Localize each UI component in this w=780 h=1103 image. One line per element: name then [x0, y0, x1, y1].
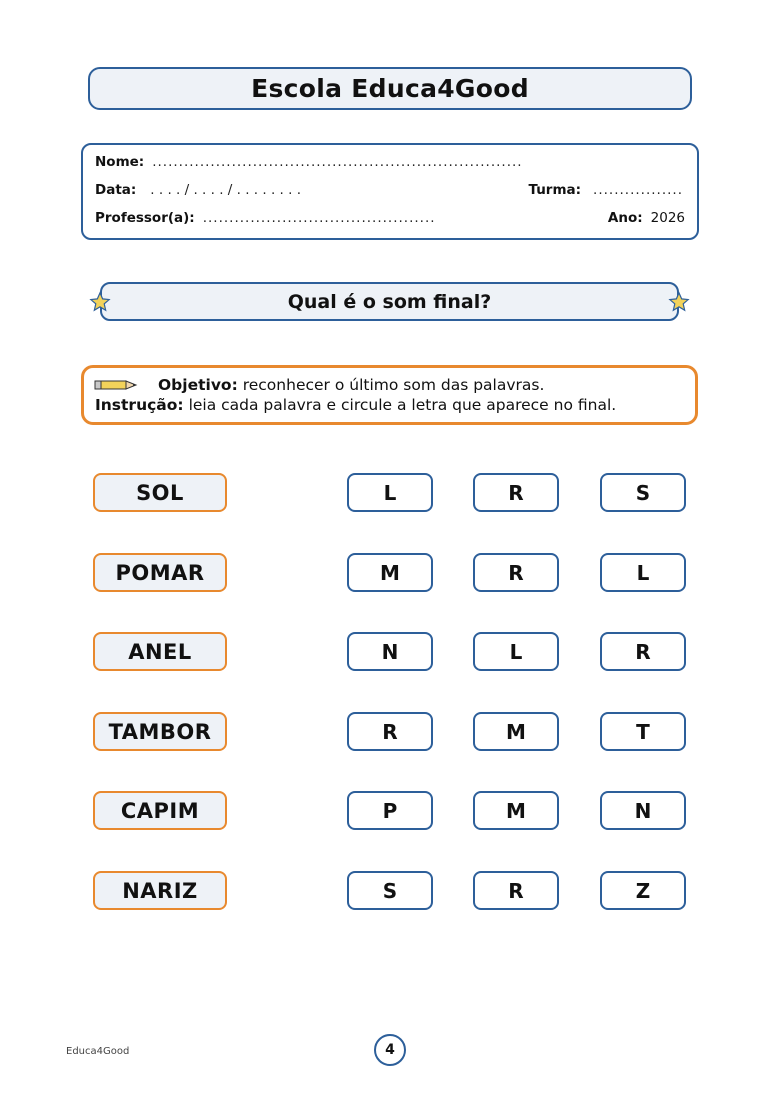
letter-option[interactable]: L [347, 473, 433, 512]
instruction-label: Instrução: [95, 396, 184, 414]
letter-option[interactable]: T [600, 712, 686, 751]
objective-line [158, 376, 544, 394]
pencil-icon [94, 379, 138, 391]
letter-option[interactable]: S [347, 871, 433, 910]
year-row [608, 210, 685, 226]
letter-option[interactable]: R [600, 632, 686, 671]
date-field[interactable]: . . . . / . . . . / . . . . . . . . [150, 182, 301, 198]
school-title: Escola Educa4Good [88, 67, 692, 110]
letter-option[interactable]: R [473, 871, 559, 910]
star-icon [668, 291, 690, 313]
year-label: Ano: [607, 210, 643, 226]
letter-option[interactable]: R [347, 712, 433, 751]
teacher-row [95, 210, 436, 226]
year-value: 2026 [650, 210, 685, 226]
objective-box [81, 365, 698, 425]
letter-option[interactable]: M [473, 712, 559, 751]
word-card: TAMBOR [93, 712, 227, 751]
letter-option[interactable]: N [347, 632, 433, 671]
letter-option[interactable]: N [600, 791, 686, 830]
letter-option[interactable]: R [473, 553, 559, 592]
date-label: Data: [95, 182, 137, 198]
letter-option[interactable]: S [600, 473, 686, 512]
section-title: Qual é o som final? [100, 282, 679, 321]
letter-option[interactable]: M [347, 553, 433, 592]
letter-option[interactable]: P [347, 791, 433, 830]
word-card: ANEL [93, 632, 227, 671]
class-label: Turma: [528, 182, 582, 198]
letter-option[interactable]: L [600, 553, 686, 592]
word-card: POMAR [93, 553, 227, 592]
star-icon [89, 291, 111, 313]
teacher-field[interactable]: ............................................ [202, 210, 436, 226]
letter-option[interactable]: M [473, 791, 559, 830]
name-field[interactable]: ...................................................................... [152, 154, 523, 170]
letter-option[interactable]: L [473, 632, 559, 671]
page-number: 4 [374, 1034, 406, 1066]
word-card: SOL [93, 473, 227, 512]
objective-text: reconhecer o último som das palavras. [242, 376, 545, 394]
instruction-line [95, 396, 616, 414]
class-field[interactable]: ................. [593, 182, 683, 198]
name-row [95, 154, 523, 170]
footer-brand: Educa4Good [66, 1046, 130, 1057]
letter-option[interactable]: R [473, 473, 559, 512]
letter-option[interactable]: Z [600, 871, 686, 910]
date-row [95, 182, 301, 198]
teacher-label: Professor(a): [95, 210, 195, 226]
class-row [528, 182, 683, 198]
instruction-text: leia cada palavra e circule a letra que aparece no final. [188, 396, 617, 414]
student-info-box [81, 143, 699, 240]
word-card: CAPIM [93, 791, 227, 830]
objective-label: Objetivo: [158, 376, 238, 394]
name-label: Nome: [95, 154, 145, 170]
word-card: NARIZ [93, 871, 227, 910]
